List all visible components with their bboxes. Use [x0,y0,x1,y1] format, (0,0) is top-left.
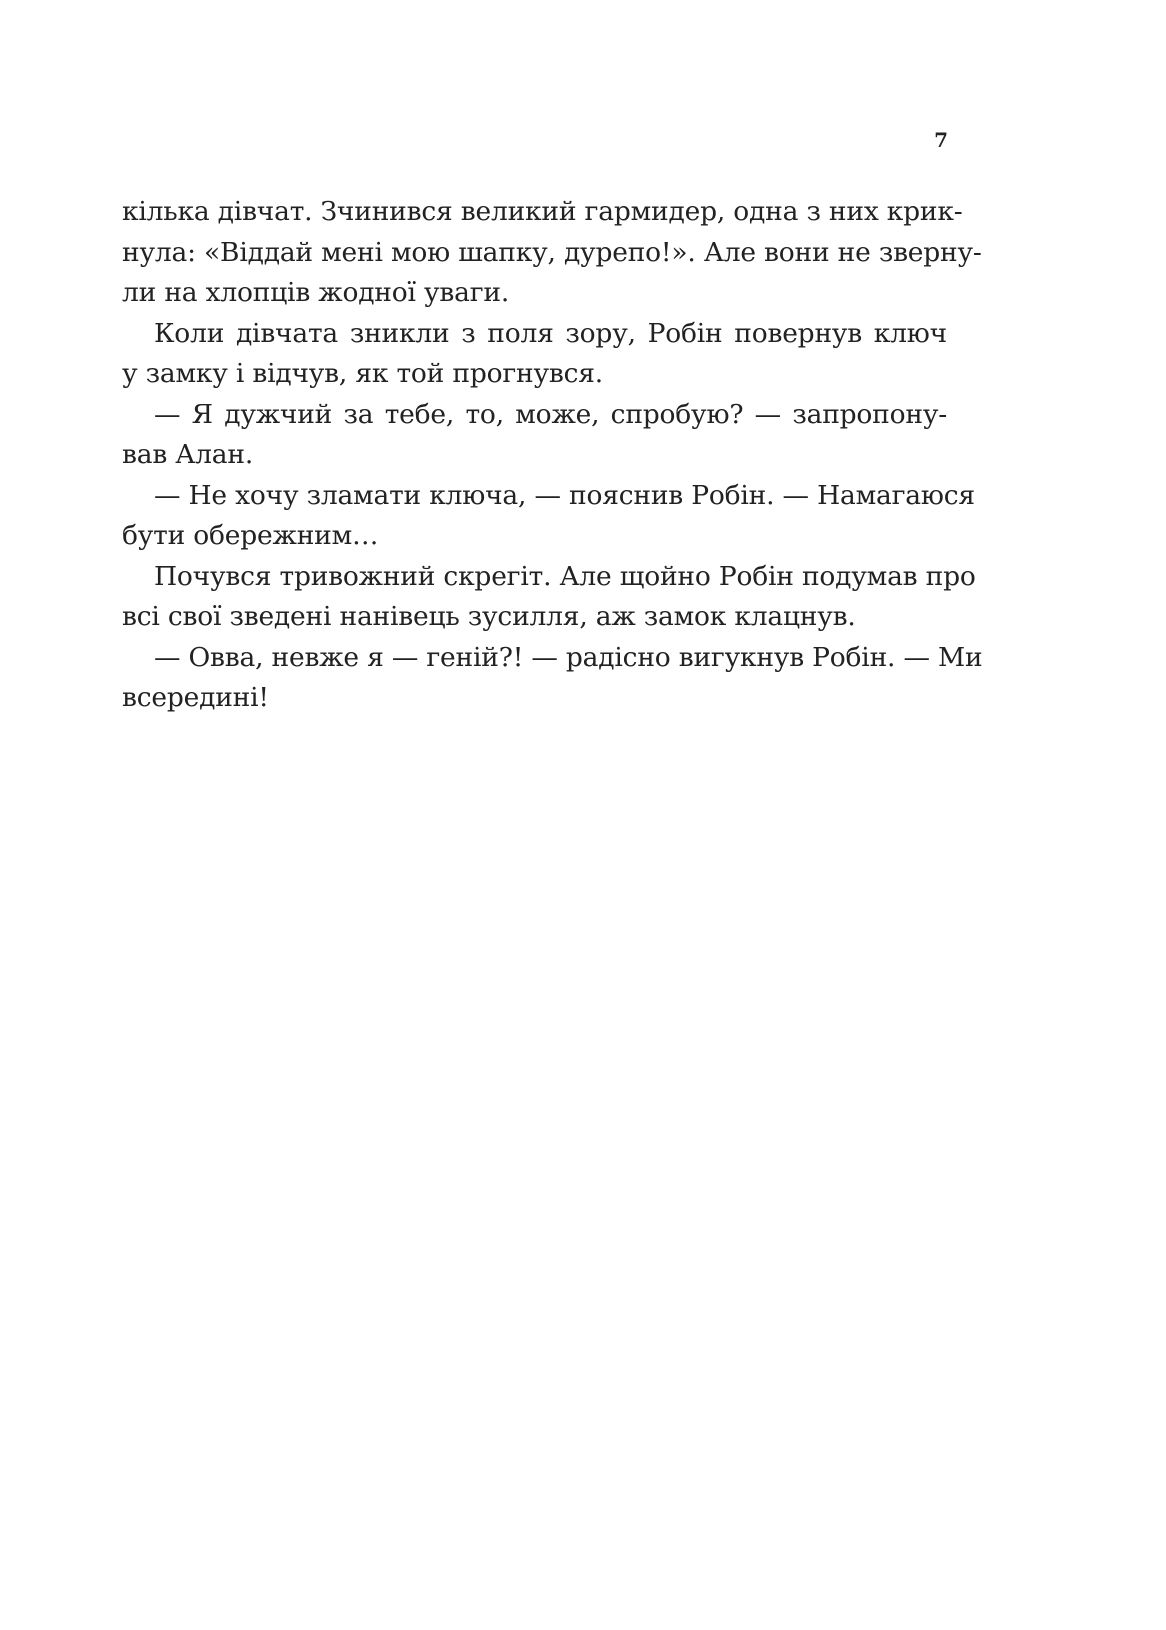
text-line: всі свої зведені нанівець зусилля, аж замок клацнув. [122,601,856,632]
text-line: Коли дівчата зникли з поля зору, Робін повернув ключ [154,317,947,349]
text-line: — Я дужчий за тебе, то, може, спробую? — запропону- [154,398,947,430]
body-text [122,192,983,719]
paragraph [122,557,976,638]
text-line: — Не хочу зламати ключа, — пояснив Робін. — Намагаюся [154,479,975,511]
text-line: нула: «Віддай мені мою шапку, дурепо!». Але вони не зверну- [122,236,982,268]
text-line: у замку і відчув, як той прогнувся. [122,358,603,389]
paragraph [122,192,982,314]
paragraph [122,638,983,719]
paragraph [122,314,947,395]
text-line: всередині! [122,682,269,713]
paragraph [122,395,947,476]
text-line: кілька дівчат. Зчинився великий гармидер, одна з них крик- [122,196,963,227]
paragraph [122,476,975,557]
text-line: ли на хлопців жодної уваги. [122,277,510,308]
text-line: вав Алан. [122,439,254,470]
text-line: Почувся тривожний скрегіт. Але щойно Робін подумав про [154,560,976,592]
text-line: — Овва, невже я — геній?! — радісно вигукнув Робін. — Ми [154,641,983,673]
text-line: бути обережним… [122,520,379,551]
page-number: 7 [934,128,948,152]
